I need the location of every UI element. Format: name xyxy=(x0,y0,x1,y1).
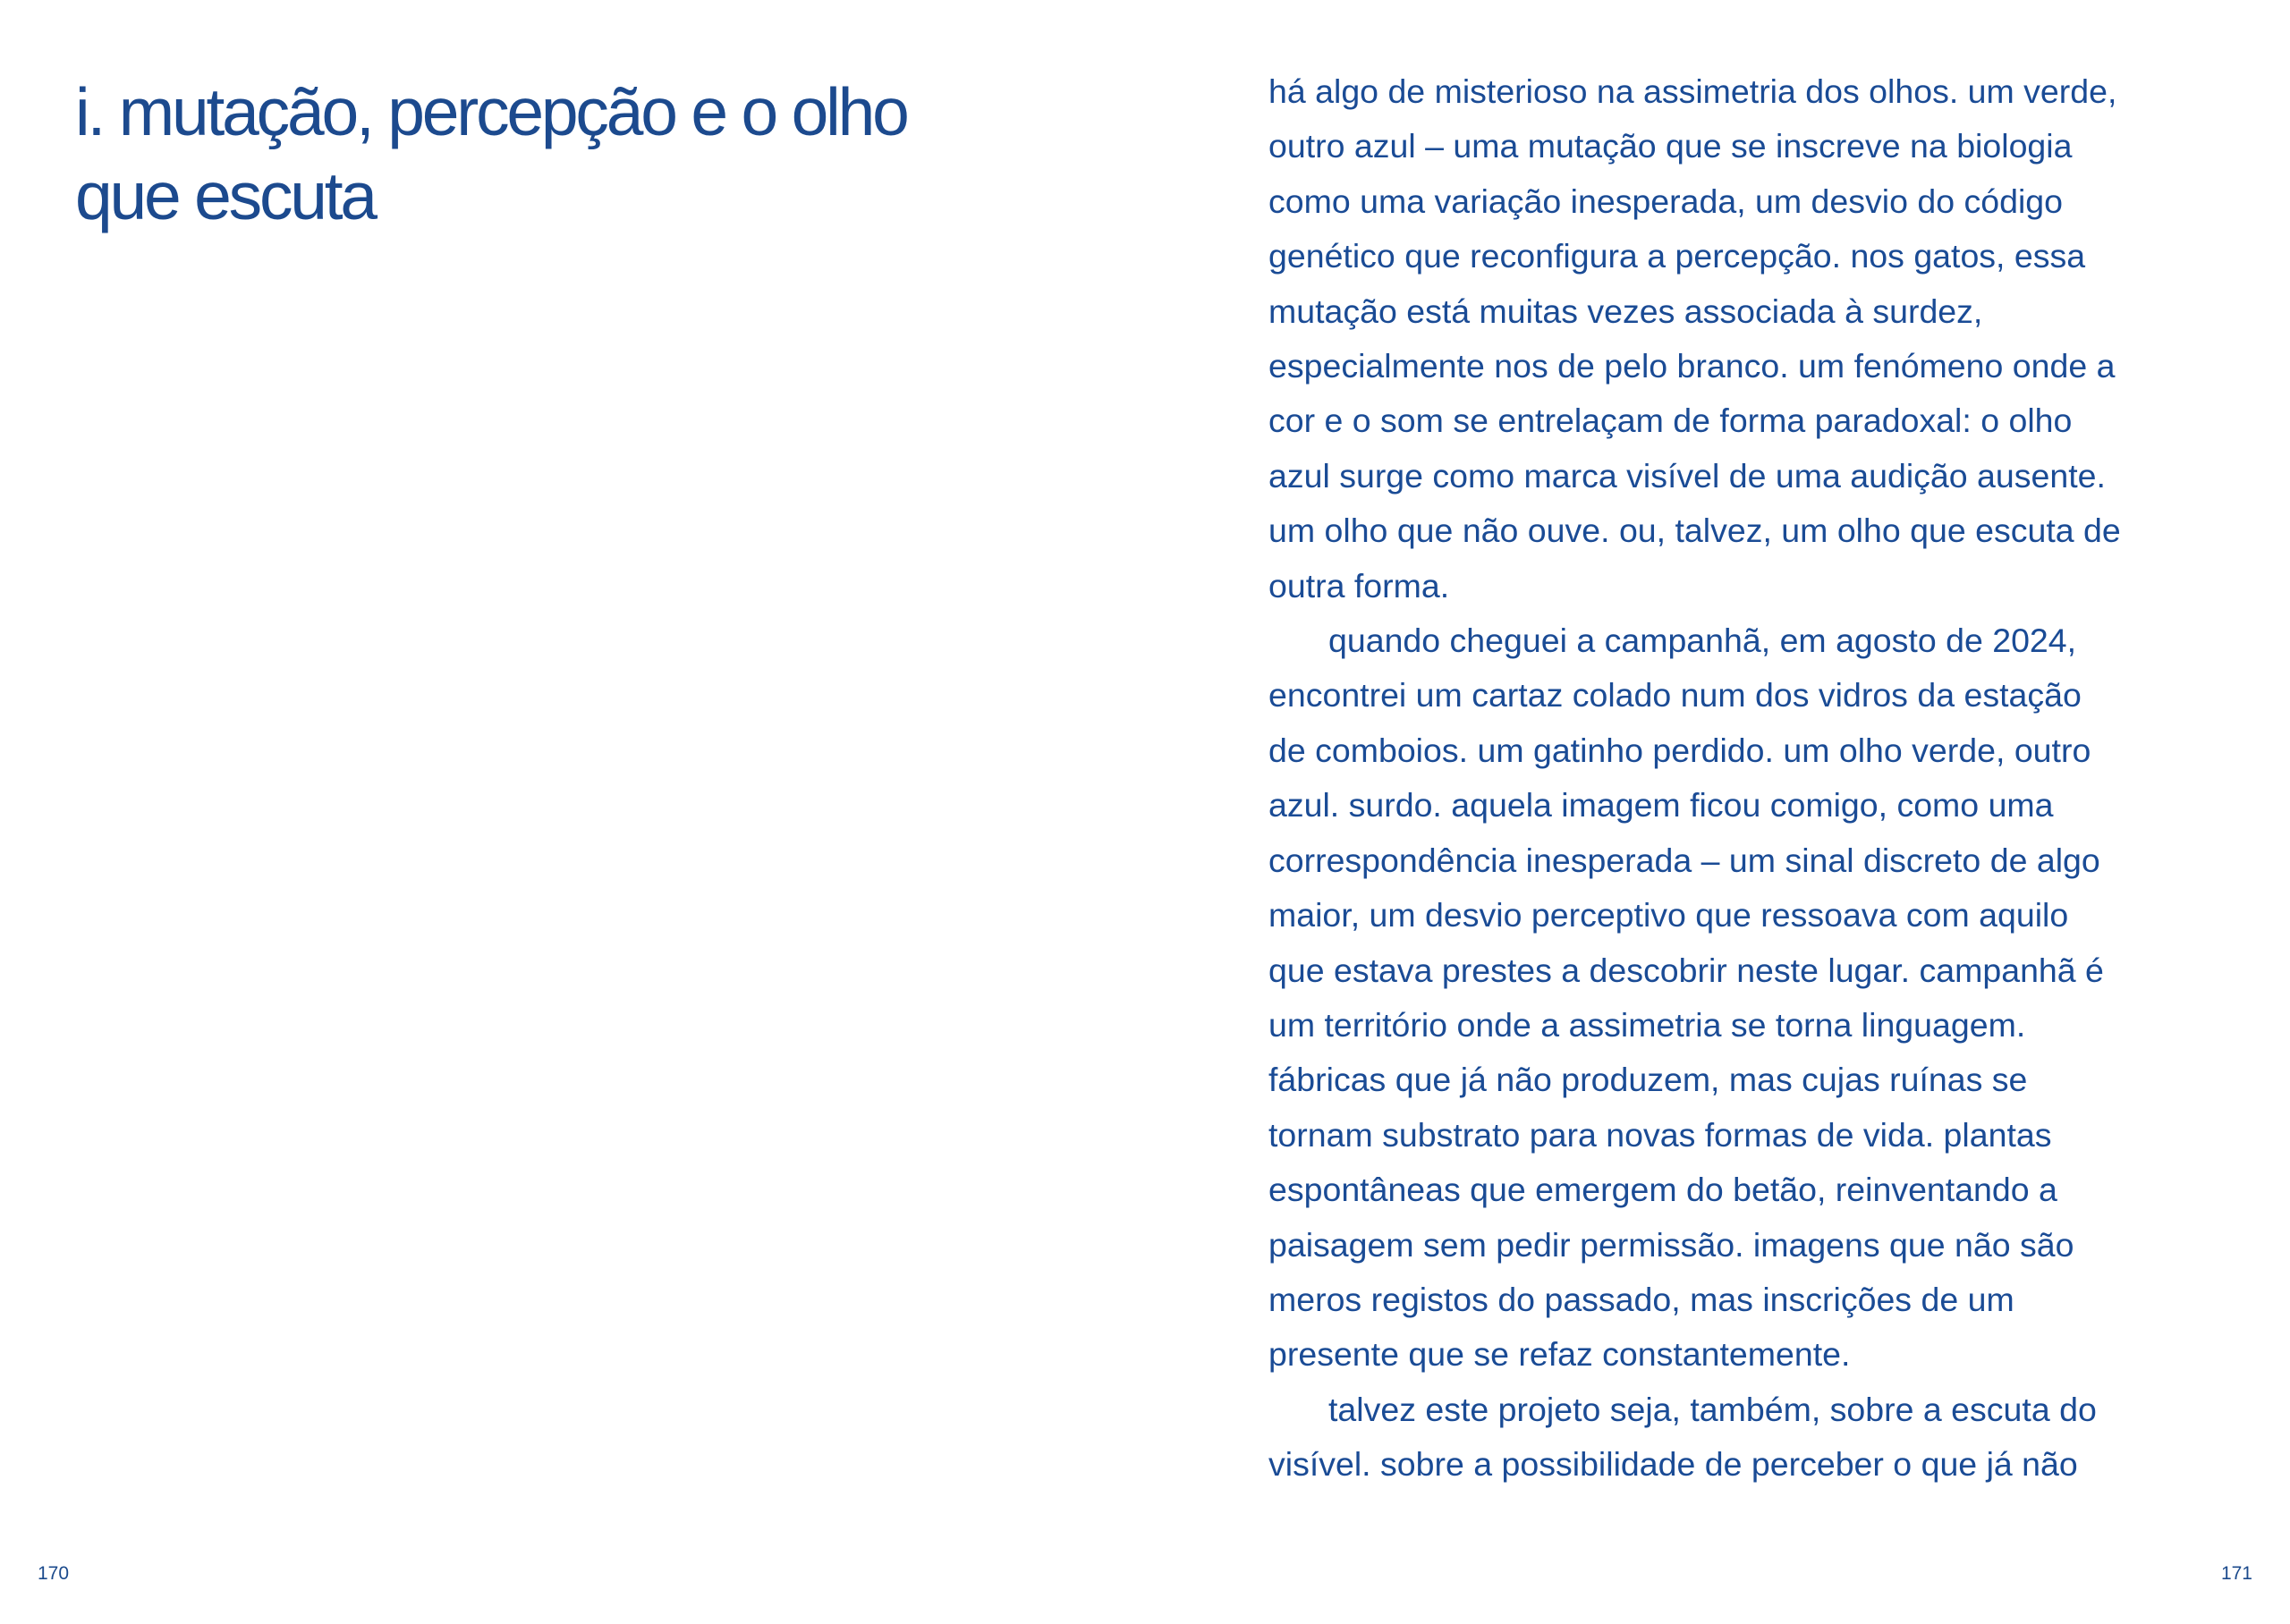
text-line: fábricas que já não produzem, mas cujas ruínas se xyxy=(1268,1061,2028,1099)
paragraph-start-line: quando cheguei a campanhã, em agosto de 2024, xyxy=(1328,622,2077,660)
page-number-left: 170 xyxy=(38,1563,70,1584)
text-line: meros registos do passado, mas inscrições de um xyxy=(1268,1280,2014,1318)
text-line: cor e o som se entrelaçam de forma paradoxal: o olho xyxy=(1268,402,2073,440)
text-line: um olho que não ouve. ou, talvez, um olho que escuta de xyxy=(1268,512,2121,550)
body-text xyxy=(1268,64,2217,1493)
chapter-title-line: que escuta xyxy=(75,158,375,233)
text-line: maior, um desvio perceptivo que ressoava com aquilo xyxy=(1268,896,2069,935)
chapter-title-line: i. mutação, percepção e o olho xyxy=(75,74,907,149)
text-line: um território onde a assimetria se torna linguagem. xyxy=(1268,1005,2026,1044)
text-line: correspondência inesperada – um sinal discreto de algo xyxy=(1268,841,2100,879)
paragraph-start-line: talvez este projeto seja, também, sobre a escuta do xyxy=(1328,1390,2097,1428)
text-line: genético que reconfigura a percepção. nos gatos, essa xyxy=(1268,237,2086,275)
text-line: espontâneas que emergem do betão, reinventando a xyxy=(1268,1171,2057,1209)
text-line: de comboios. um gatinho perdido. um olho verde, outro xyxy=(1268,731,2091,769)
text-line: especialmente nos de pelo branco. um fenómeno onde a xyxy=(1268,347,2116,385)
text-line: como uma variação inesperada, um desvio do código xyxy=(1268,182,2064,220)
text-line: outro azul – uma mutação que se inscreve na biologia xyxy=(1268,127,2073,165)
text-line: encontrei um cartaz colado num dos vidros da estação xyxy=(1268,676,2082,715)
text-line: mutação está muitas vezes associada à surdez, xyxy=(1268,292,1983,330)
text-line: presente que se refaz constantemente. xyxy=(1268,1335,1851,1374)
text-line: há algo de misterioso na assimetria dos olhos. um verde, xyxy=(1268,72,2117,110)
text-line: visível. sobre a possibilidade de perceber o que já não xyxy=(1268,1445,2078,1484)
text-line: tornam substrato para novas formas de vida. plantas xyxy=(1268,1115,2052,1154)
chapter-title xyxy=(75,70,1077,238)
text-line: que estava prestes a descobrir neste lugar. campanhã é xyxy=(1268,951,2104,989)
text-line: outra forma. xyxy=(1268,566,1450,605)
text-line: azul. surdo. aquela imagem ficou comigo, como uma xyxy=(1268,786,2054,825)
text-line: paisagem sem pedir permissão. imagens que não são xyxy=(1268,1225,2074,1264)
text-line: azul surge como marca visível de uma audição ausente. xyxy=(1268,456,2106,495)
page-number-right: 171 xyxy=(2220,1563,2252,1584)
